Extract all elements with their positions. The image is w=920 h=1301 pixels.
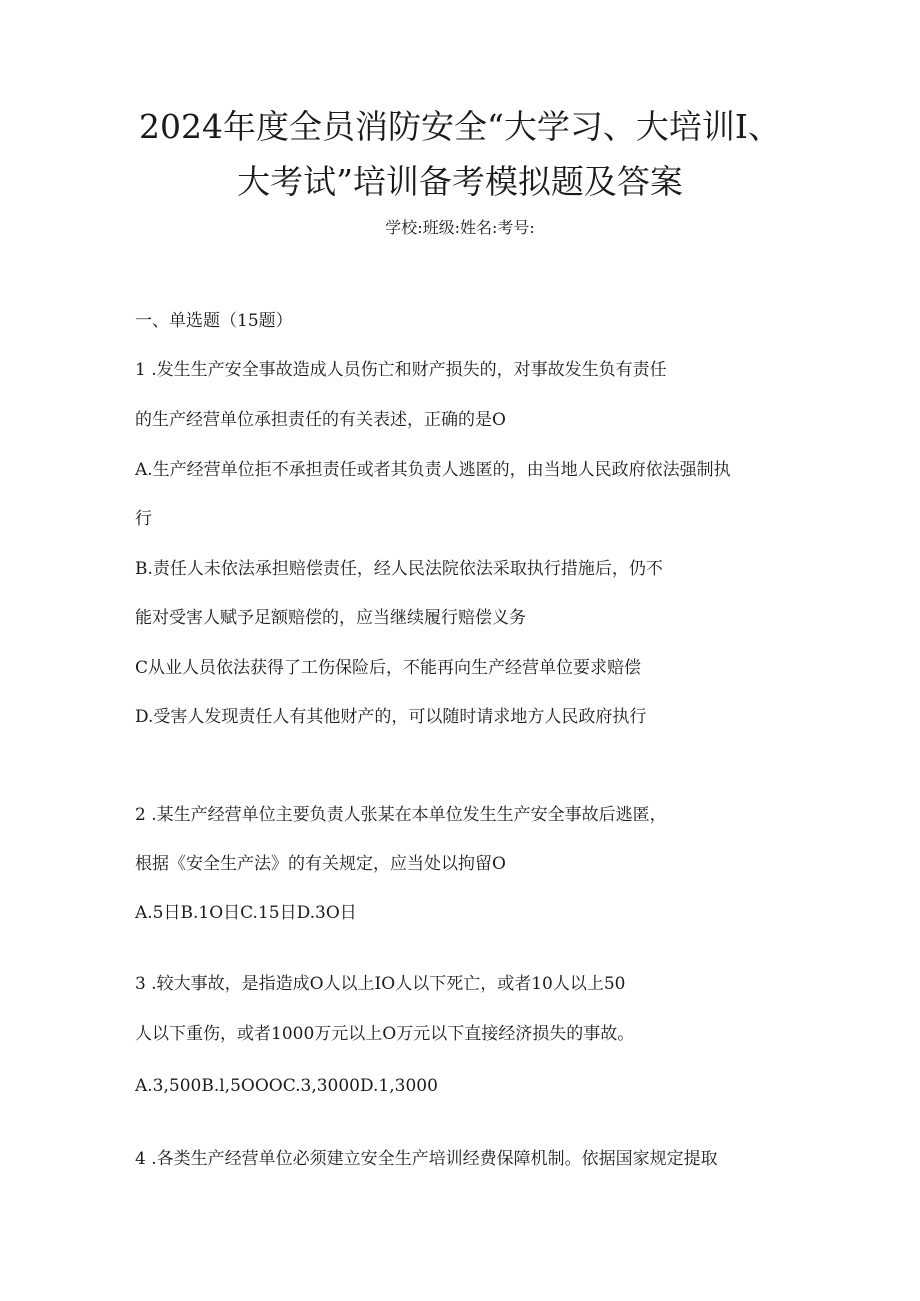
question-2-options: A.5日B.1O日C.15日D.3O日 [135,903,357,923]
question-1-option-a-line-2: 行 [135,509,152,529]
question-1-option-b-line-2: 能对受害人赋予足额赔偿的，应当继续履行赔偿义务 [135,608,526,628]
question-3-options: A.3,500B.l,5OOOC.3,3000D.1,3000 [135,1076,438,1096]
question-2-stem-line-2: 根据《安全生产法》的有关规定，应当处以拘留O [135,854,506,874]
question-4-stem-line-1: 4 .各类生产经营单位必须建立安全生产培训经费保障机制。依据国家规定提取 [135,1149,718,1169]
question-1-option-d: D.受害人发现责任人有其他财产的，可以随时请求地方人民政府执行 [135,707,647,727]
document-title-line-2: 大考试”培训备考模拟题及答案 [237,162,683,201]
question-1-stem-line-1: 1 .发生生产安全事故造成人员伤亡和财产损失的，对事故发生负有责任 [135,360,667,380]
question-1-option-b-line-1: B.责任人未依法承担赔偿责任，经人民法院依法采取执行措施后，仍不 [135,559,663,579]
question-2-stem-line-1: 2 .某生产经营单位主要负责人张某在本单位发生生产安全事故后逃匿， [135,805,667,825]
question-1-stem-line-2: 的生产经营单位承担责任的有关表述，正确的是O [135,410,506,430]
question-1-option-c: C从业人员依法获得了工伤保险后，不能再向生产经营单位要求赔偿 [135,658,642,678]
section-heading: 一、单选题（15题） [135,311,293,331]
question-3-stem-line-2: 人以下重伤，或者1000万元以上O万元以下直接经济损失的事故。 [135,1024,635,1044]
question-3-stem-line-1: 3 .较大事故，是指造成O人以上IO人以下死亡，或者10人以上50 [135,974,626,994]
document-title-line-1: 2024年度全员消防安全“大学习、大培训I、 [139,107,781,146]
student-info-line: 学校:班级:姓名:考号: [385,218,535,237]
question-1-option-a-line-1: A.生产经营单位拒不承担责任或者其负责人逃匿的，由当地人民政府依法强制执 [135,460,731,480]
